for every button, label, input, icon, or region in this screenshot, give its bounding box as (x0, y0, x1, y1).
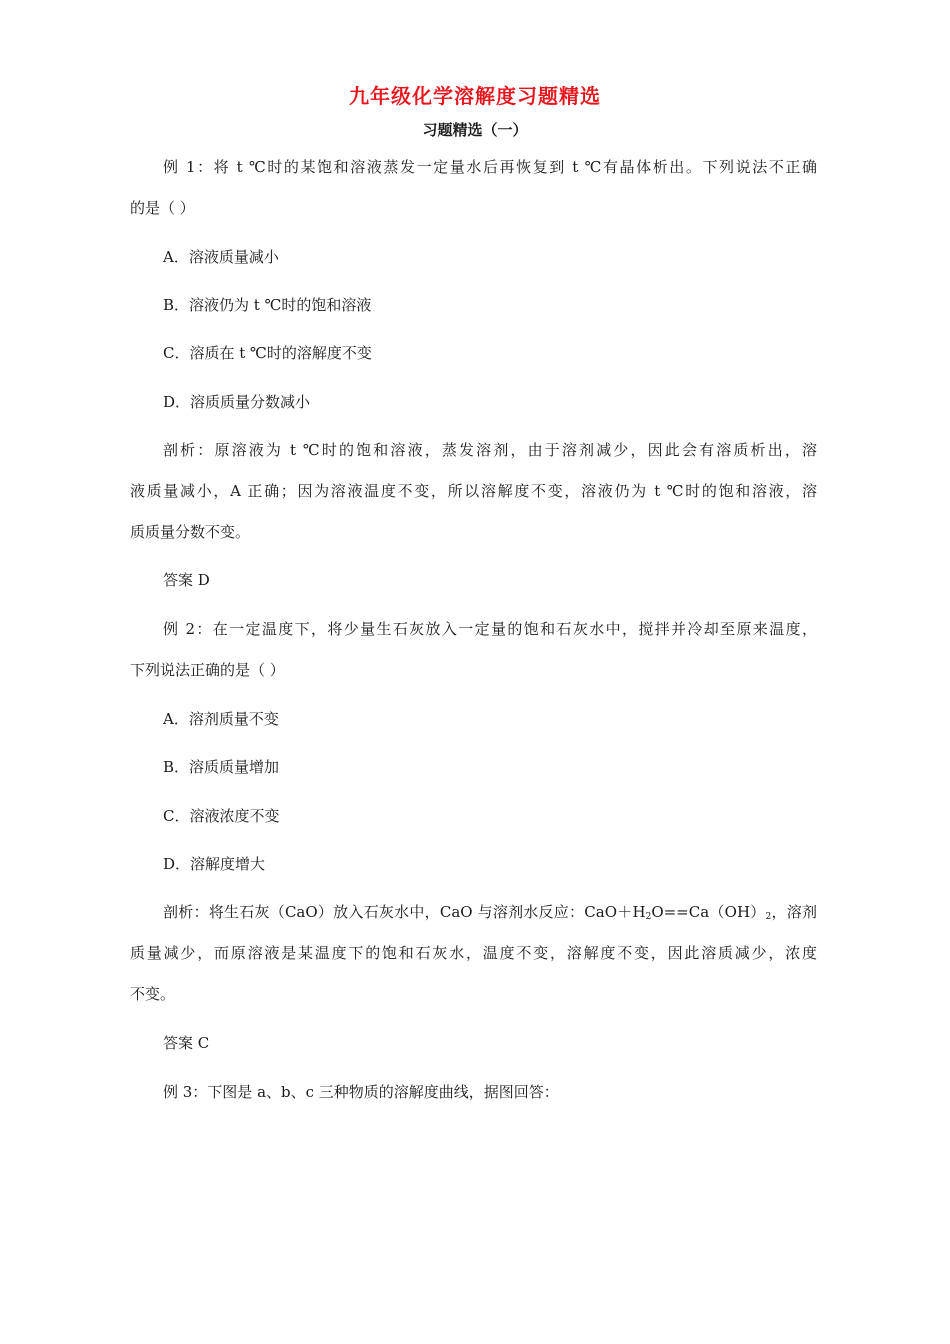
ex1-option-d: D．溶质质量分数减小 (163, 393, 311, 411)
ex1-option-c: C．溶质在 t ℃时的溶解度不变 (163, 344, 372, 362)
ex2-question-line2: 下列说法正确的是（ ） (130, 661, 285, 679)
ex2-answer: 答案 C (163, 1034, 210, 1052)
page-title: 九年级化学溶解度习题精选 (349, 84, 601, 108)
ex1-analysis-line2: 液质量减小，A 正确；因为溶液温度不变，所以溶解度不变，溶液仍为 t ℃时的饱和溶液，溶 (130, 482, 817, 500)
ex1-option-b: B．溶液仍为 t ℃时的饱和溶液 (163, 296, 372, 314)
ex1-answer: 答案 D (163, 571, 210, 589)
ex2-analysis-line1: 剖析：将生石灰（CaO）放入石灰水中，CaO 与溶剂水反应：$CaO+H_2O==Ca(OH)_2$，溶剂 (163, 903, 817, 922)
ex1-question-line1: 例 1：将 t ℃时的某饱和溶液蒸发一定量水后再恢复到 t ℃有晶体析出。下列说法不正确 (163, 158, 817, 176)
ex1-analysis-line1: 剖析：原溶液为 t ℃时的饱和溶液，蒸发溶剂，由于溶剂减少，因此会有溶质析出，溶 (163, 441, 817, 459)
ex1-question-line2: 的是（ ） (130, 199, 195, 217)
ex2-option-a: A．溶剂质量不变 (163, 710, 279, 728)
ex2-question-line1: 例 2：在一定温度下，将少量生石灰放入一定量的饱和石灰水中，搅拌并冷却至原来温度， (163, 620, 817, 638)
ex3-question-line1: 例 3：下图是 a、b、c 三种物质的溶解度曲线，据图回答： (163, 1083, 559, 1101)
ex1-analysis-line3: 质质量分数不变。 (130, 523, 251, 541)
section-subtitle: 习题精选（一） (422, 121, 528, 139)
ex2-analysis-line3: 不变。 (130, 985, 176, 1003)
ex2-option-b: B．溶质质量增加 (163, 758, 280, 776)
ex2-option-c: C．溶液浓度不变 (163, 807, 280, 825)
ex2-analysis-line2: 质量减少，而原溶液是某温度下的饱和石灰水，温度不变，溶解度不变，因此溶质减少，浓度 (130, 944, 817, 962)
ex1-option-a: A．溶液质量减小 (163, 248, 279, 266)
ex2-option-d: D．溶解度增大 (163, 855, 266, 873)
